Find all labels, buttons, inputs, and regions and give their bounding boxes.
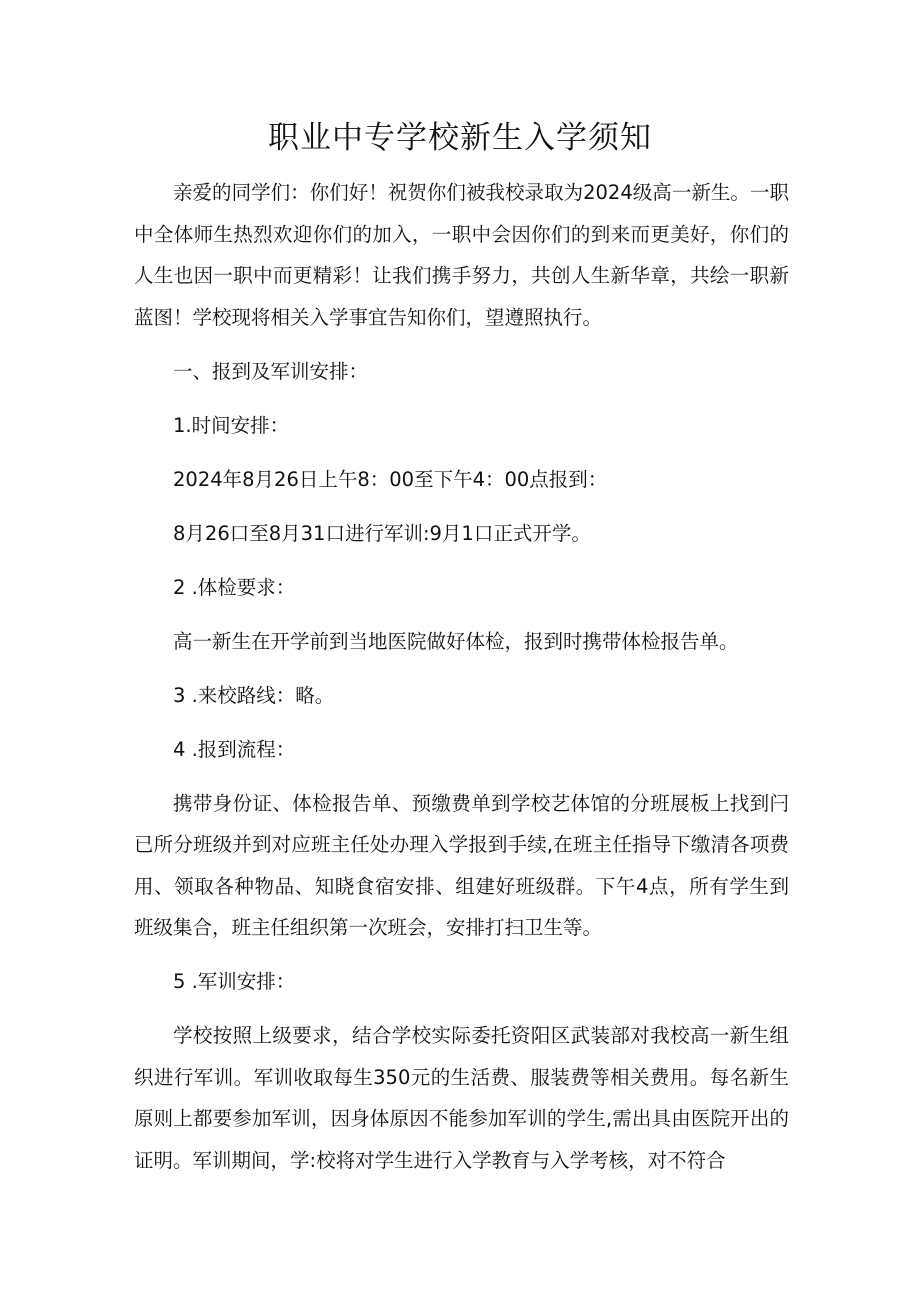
document-title: 职业中专学校新生入学须知 xyxy=(268,120,652,156)
item1-line1: 2024年8月26日上午8：00至下午4：00点报到： xyxy=(173,467,608,491)
item4-heading: 4 .报到流程： xyxy=(173,737,296,761)
item2-text: 高一新生在开学前到当地医院做好体检，报到时携带体检报告单。 xyxy=(173,629,739,653)
item5-heading: 5 .军训安排： xyxy=(173,970,296,993)
item2-heading: 2 .体检要求： xyxy=(173,575,296,599)
item1-heading: 1.时间安排： xyxy=(173,413,290,437)
item5-paragraph: 学校按照上级要求，结合学校实际委托资阳区武装部对我校高一新生组织进行军训。军训收取每生350元的生活费、服装费等相关费用。每名新生原则上都要参加军训，因身体原因不能参加军训的学生,需出具由医院开出的证明。军训期间，学:校将对学生进行入学教育与入学考核，对不符合 xyxy=(134,1024,789,1172)
intro-paragraph: 亲爱的同学们：你们好！祝贺你们被我校录取为2024级高一新生。一职中全体师生热烈欢迎你们的加入，一职中会因你们的到来而更美好，你们的人生也因一职中而更精彩！让我们携手努力，共创人生新华章，共绘一职新蓝图！学校现将相关入学事宜告知你们，望遵照执行。 xyxy=(134,181,789,329)
item1-line2: 8月26口至8月31口进行军训:9月1口正式开学。 xyxy=(173,521,591,545)
document-body xyxy=(134,172,789,1194)
item4-paragraph: 携带身份证、体检报告单、预缴费单到学校艺体馆的分班展板上找到闩已所分班级并到对应班主任处办理入学报到手续,在班主任指导下缴清各项费用、领取各种物品、知晓食宿安排、组建好班级群。下午4点，所有学生到班级集合，班主任组织第一次班会，安排打扫卫生等。 xyxy=(134,791,789,939)
item3-text: 3 .来校路线：略。 xyxy=(173,683,335,707)
section1-heading: 一、报到及军训安排： xyxy=(173,359,369,383)
